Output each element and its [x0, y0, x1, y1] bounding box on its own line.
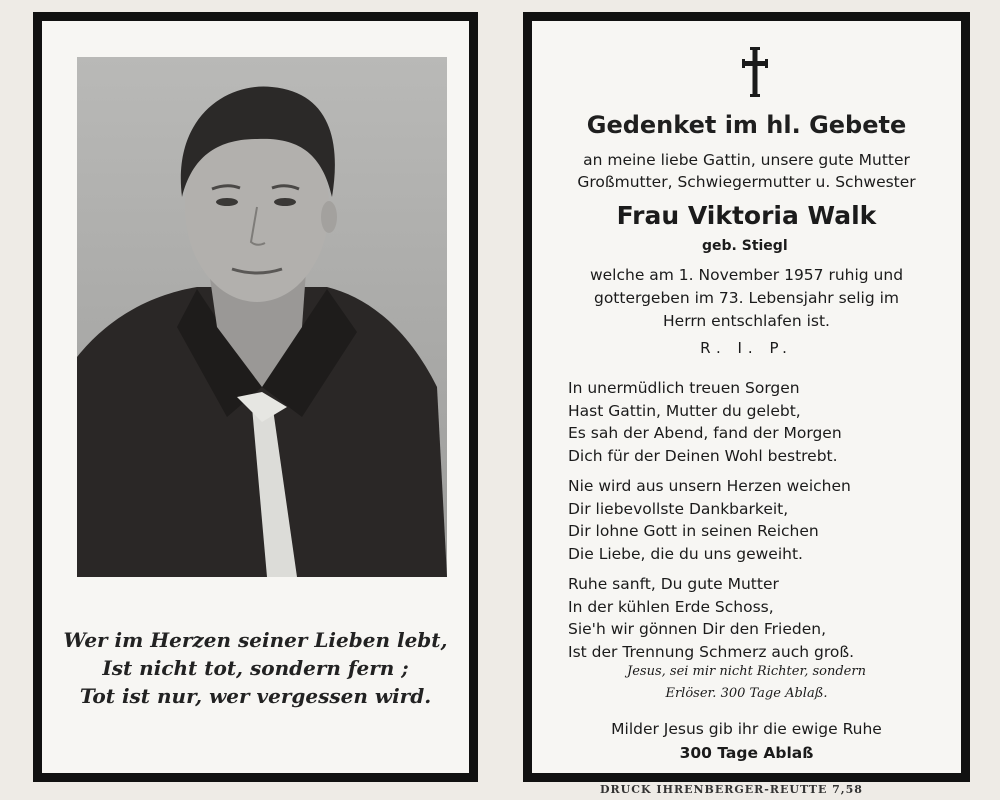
poem-line: Dich für der Deinen Wohl bestrebt.	[568, 446, 838, 465]
memorial-poem	[568, 377, 854, 671]
intro-line: Großmutter, Schwiegermutter u. Schwester	[577, 173, 916, 191]
printer-line: DRUCK IHRENBERGER-REUTTE 7,58	[600, 783, 863, 796]
deceased-name: Frau Viktoria Walk	[616, 201, 877, 230]
poem-line: Die Liebe, die du uns geweiht.	[568, 544, 803, 563]
poem-line: Sie'h wir gönnen Dir den Frieden,	[568, 620, 827, 638]
closing-text	[532, 717, 961, 765]
poem-line: In unermüdlich treuen Sorgen	[568, 379, 800, 397]
poem-stanza	[568, 475, 854, 565]
motto-line: Tot ist nur, wer vergessen wird.	[79, 684, 432, 708]
poem-line: Dir lohne Gott in seinen Reichen	[568, 522, 819, 540]
indulgence-text: 300 Tage Ablaß	[679, 744, 814, 762]
portrait-photo	[77, 57, 447, 577]
death-line: Herrn entschlafen ist.	[663, 312, 830, 330]
left-card	[33, 12, 478, 782]
poem-stanza	[568, 573, 854, 663]
closing-prayer: Milder Jesus gib ihr die ewige Ruhe	[611, 720, 882, 738]
maiden-name: geb. Stiegl	[702, 238, 788, 254]
poem-line: Hast Gattin, Mutter du gelebt,	[568, 401, 801, 420]
poem-line: Ruhe sanft, Du gute Mutter	[568, 575, 779, 593]
prayer-line: Jesus, sei mir nicht Richter, sondern	[627, 664, 866, 679]
poem-line: Dir liebevollste Dankbarkeit,	[568, 499, 789, 518]
motto-line: Ist nicht tot, sondern fern ;	[102, 656, 409, 680]
portrait-illustration	[77, 57, 447, 577]
cross-icon	[742, 47, 768, 97]
poem-line: Es sah der Abend, fand der Morgen	[568, 424, 842, 442]
poem-line: Ist der Trennung Schmerz auch groß.	[568, 642, 855, 661]
death-notice	[532, 264, 961, 333]
memorial-motto	[42, 626, 469, 710]
poem-stanza	[568, 377, 854, 467]
motto-line: Wer im Herzen seiner Lieben lebt,	[63, 628, 448, 652]
death-line: welche am 1. November 1957 ruhig und	[589, 266, 904, 284]
right-card	[523, 12, 970, 782]
intro-line: an meine liebe Gattin, unsere gute Mutter	[583, 151, 910, 169]
death-line: gottergeben im 73. Lebensjahr selig im	[593, 289, 900, 307]
prayer-line: Erlöser. 300 Tage Ablaß.	[665, 686, 828, 701]
poem-line: In der kühlen Erde Schoss,	[568, 597, 774, 616]
intro-text	[532, 149, 961, 193]
heading: Gedenket im hl. Gebete	[586, 111, 907, 139]
prayer-text	[532, 661, 961, 705]
poem-line: Nie wird aus unsern Herzen weichen	[568, 477, 851, 495]
rip-text: R. I. P.	[700, 339, 793, 357]
